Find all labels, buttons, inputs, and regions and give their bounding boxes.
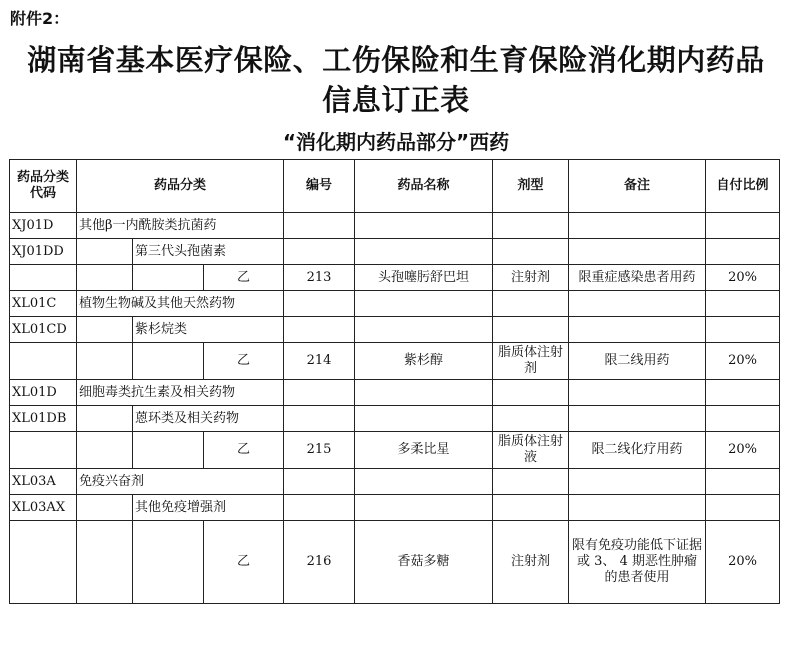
cell-code: XL01D xyxy=(10,380,77,406)
cell-code: XL01DB xyxy=(10,406,77,432)
cell-grade: 乙 xyxy=(204,343,284,380)
cell-code: XJ01DD xyxy=(10,239,77,265)
cell-copay-ratio: 20% xyxy=(706,265,780,291)
table-row xyxy=(10,239,780,265)
table-row xyxy=(10,495,780,521)
cell-category-level1: 植物生物碱及其他天然药物 xyxy=(77,291,284,317)
table-row xyxy=(10,380,780,406)
attachment-label: 附件2： xyxy=(10,9,70,28)
document-subtitle: “消化期内药品部分”西药 xyxy=(282,130,510,154)
header-remark: 备注 xyxy=(569,160,706,213)
cell-remark: 限重症感染患者用药 xyxy=(569,265,706,291)
cell-category-level2: 蒽环类及相关药物 xyxy=(133,406,284,432)
cell-category-level2: 紫杉烷类 xyxy=(133,317,284,343)
document-title-line-1: 湖南省基本医疗保险、工伤保险和生育保险消化期内药品 xyxy=(27,43,765,77)
cell-copay-ratio: 20% xyxy=(706,432,780,469)
cell-code: XL03AX xyxy=(10,495,77,521)
table-row xyxy=(10,291,780,317)
cell-dosage-form: 脂质体注射液 xyxy=(493,432,569,469)
cell-grade: 乙 xyxy=(204,265,284,291)
table-row xyxy=(10,265,780,291)
table-row xyxy=(10,432,780,469)
table-row xyxy=(10,521,780,604)
cell-dosage-form: 注射剂 xyxy=(493,265,569,291)
header-drug-name: 药品名称 xyxy=(355,160,493,213)
cell-number: 216 xyxy=(284,521,355,604)
header-code: 药品分类代码 xyxy=(10,160,77,213)
cell-category-level2: 第三代头孢菌素 xyxy=(133,239,284,265)
cell-code: XL01CD xyxy=(10,317,77,343)
table-row xyxy=(10,406,780,432)
table-row xyxy=(10,317,780,343)
table-row xyxy=(10,213,780,239)
cell-category-level1: 其他β一内酰胺类抗菌药 xyxy=(77,213,284,239)
cell-dosage-form: 注射剂 xyxy=(493,521,569,604)
cell-number: 214 xyxy=(284,343,355,380)
cell-remark: 限二线化疗用药 xyxy=(569,432,706,469)
cell-remark: 限二线用药 xyxy=(569,343,706,380)
header-category: 药品分类 xyxy=(77,160,284,213)
table-row xyxy=(10,469,780,495)
cell-dosage-form: 脂质体注射剂 xyxy=(493,343,569,380)
cell-number: 215 xyxy=(284,432,355,469)
cell-grade: 乙 xyxy=(204,432,284,469)
cell-drug-name: 香菇多糖 xyxy=(355,521,493,604)
cell-category-level2: 其他免疫增强剂 xyxy=(133,495,284,521)
header-dosage-form: 剂型 xyxy=(493,160,569,213)
cell-number: 213 xyxy=(284,265,355,291)
cell-code: XL03A xyxy=(10,469,77,495)
table-row xyxy=(10,343,780,380)
table-header-row xyxy=(10,160,780,213)
cell-drug-name: 头孢噻肟舒巴坦 xyxy=(355,265,493,291)
drug-correction-table xyxy=(9,159,780,604)
cell-category-level1: 免疫兴奋剂 xyxy=(77,469,284,495)
header-copay-ratio: 自付比例 xyxy=(706,160,780,213)
cell-drug-name: 多柔比星 xyxy=(355,432,493,469)
cell-code: XL01C xyxy=(10,291,77,317)
cell-grade: 乙 xyxy=(204,521,284,604)
cell-drug-name: 紫杉醇 xyxy=(355,343,493,380)
document-title-line-2: 信息订正表 xyxy=(322,83,470,117)
cell-code: XJ01D xyxy=(10,213,77,239)
cell-copay-ratio: 20% xyxy=(706,343,780,380)
header-number: 编号 xyxy=(284,160,355,213)
cell-remark: 限有免疫功能低下证据或 3、 4 期恶性肿瘤的患者使用 xyxy=(569,521,706,604)
cell-copay-ratio: 20% xyxy=(706,521,780,604)
cell-category-level1: 细胞毒类抗生素及相关药物 xyxy=(77,380,284,406)
